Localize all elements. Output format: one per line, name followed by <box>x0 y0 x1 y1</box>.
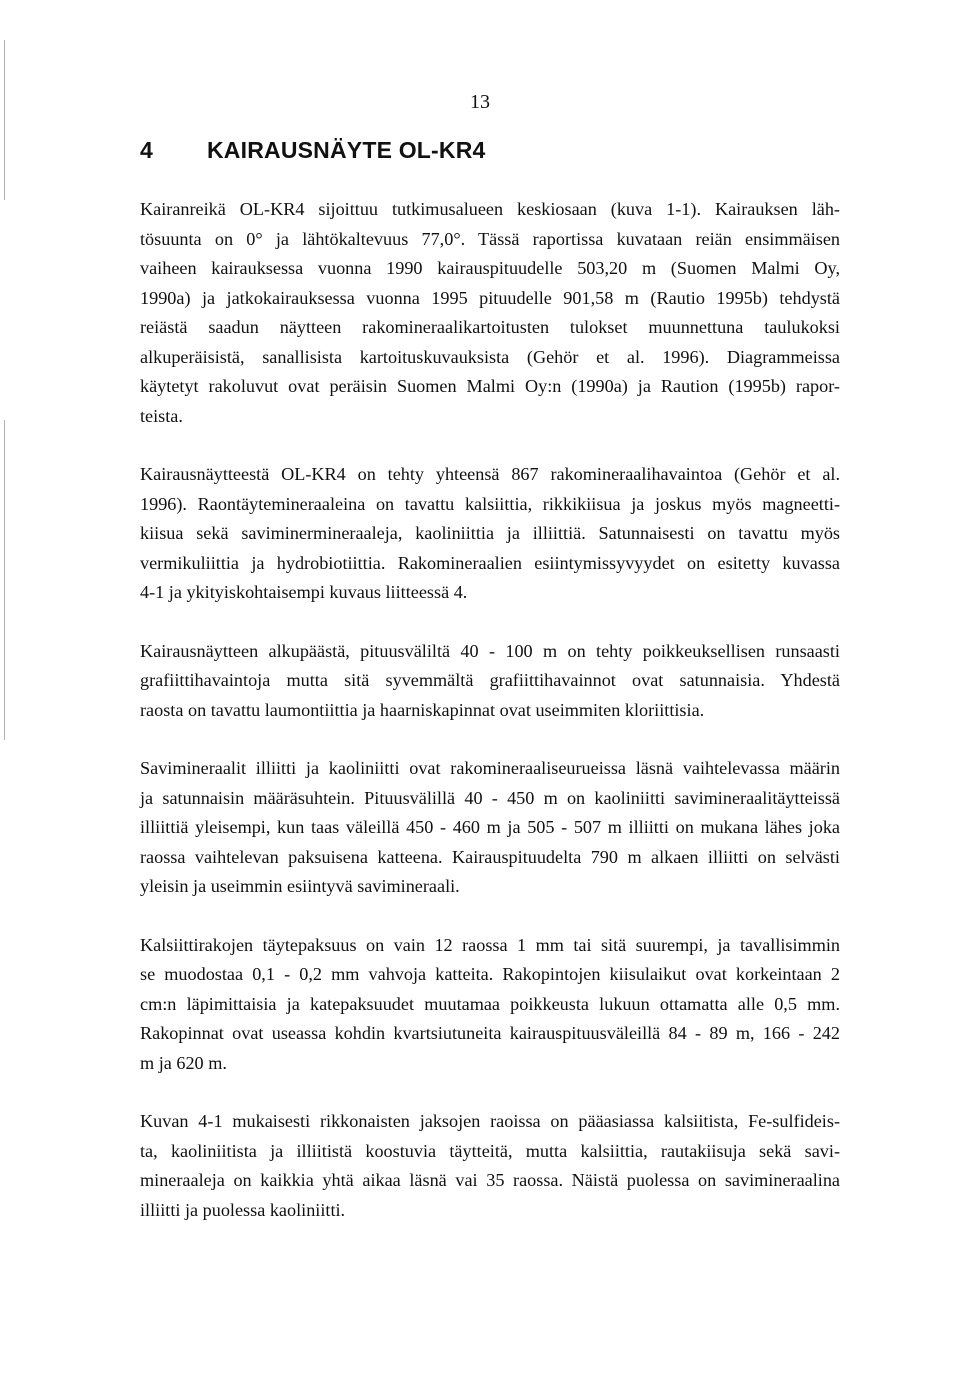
text-line: raossa vaihtelevan paksuisena katteena. Kairauspituudelta 790 m alkaen illiitti on selvästi <box>140 846 840 867</box>
text-line: Kuvan 4-1 mukaisesti rikkonaisten jaksojen raoissa on pääasiassa kalsiitista, Fe-sulfideis- <box>140 1111 840 1131</box>
text-line: ja satunnaisin määräsuhtein. Pituusvälillä 40 - 450 m on kaoliniitti savimineraalitäytteissä <box>140 787 840 808</box>
text-line: 1990a) ja jatkokairauksessa vuonna 1995 pituudelle 901,58 m (Rautio 1995b) tehdystä <box>140 287 840 308</box>
text-line: raosta on tavattu laumontiittia ja haarniskapinnat ovat useimmiten kloriittisia. <box>140 699 705 720</box>
paragraph <box>140 195 840 431</box>
paragraph <box>140 637 840 726</box>
paragraph <box>140 460 840 608</box>
text-line: teista. <box>140 405 183 426</box>
scan-margin-mark <box>4 420 5 740</box>
text-line: Rakopinnat ovat useassa kohdin kvartsiutuneita kairauspituusväleillä 84 - 89 m, 166 - 242 <box>140 1023 840 1043</box>
text-line: Kairausnäytteestä OL-KR4 on tehty yhteensä 867 rakomineraalihavaintoa (Gehör et al. <box>140 464 840 484</box>
text-line: cm:n läpimittaisia ja katepaksuudet muutamaa poikkeusta lukuun ottamatta alle 0,5 mm. <box>140 993 840 1014</box>
text-line: reiästä saadun näytteen rakomineraalikartoitusten tulokset muunnettuna taulukoksi <box>140 317 840 337</box>
paragraph <box>140 754 840 902</box>
paragraph <box>140 931 840 1079</box>
text-line: Kairausnäytteen alkupäästä, pituusväliltä 40 - 100 m on tehty poikkeuksellisen runsaasti <box>140 640 840 661</box>
page-number: 13 <box>470 91 490 113</box>
text-line: Kalsiittirakojen täytepaksuus on vain 12 raossa 1 mm tai sitä suurempi, ja tavallisimmin <box>140 934 840 955</box>
text-line: kiisua sekä saviminermineraaleja, kaoliniittia ja illiittiä. Satunnaisesti on tavattu myös <box>140 523 840 543</box>
text-line: ta, kaoliniitista ja illiitistä koostuvia täytteitä, mutta kalsiittia, rautakiisuja sekä savi- <box>140 1140 840 1161</box>
text-line: 1996). Raontäytemineraaleina on tavattu kalsiittia, rikkikiisua ja joskus myös magneetti- <box>140 493 840 514</box>
text-line: 4-1 ja ykityiskohtaisempi kuvaus liitteessä 4. <box>140 582 468 602</box>
text-line: vaiheen kairauksessa vuonna 1990 kairauspituudelle 503,20 m (Suomen Malmi Oy, <box>140 258 840 278</box>
text-line: Kairanreikä OL-KR4 sijoittuu tutkimusalueen keskiosaan (kuva 1-1). Kairauksen läh- <box>140 199 840 219</box>
text-line: illiitti ja puolessa kaoliniitti. <box>140 1199 346 1220</box>
text-line: yleisin ja useimmin esiintyvä savimineraali. <box>140 876 460 896</box>
text-line: Savimineraalit illiitti ja kaoliniitti ovat rakomineraaliseurueissa läsnä vaihtelevassa määrin <box>140 758 840 778</box>
text-line: mineraaleja on kaikkia yhtä aikaa läsnä vai 35 raossa. Näistä puolessa on savimineraalina <box>140 1170 840 1190</box>
chapter-title: KAIRAUSNÄYTE OL-KR4 <box>207 137 486 163</box>
body-text <box>140 195 840 1254</box>
text-line: käytetyt rakoluvut ovat peräisin Suomen Malmi Oy:n (1990a) ja Raution (1995b) rapor- <box>140 376 840 396</box>
paragraph <box>140 1107 840 1225</box>
text-line: vermikuliittia ja hydrobiotiittia. Rakomineraalien esiintymissyvyydet on esitetty kuvassa <box>140 552 840 573</box>
text-line: grafiittihavaintoja mutta sitä syvemmältä grafiittihavainnot ovat satunnaisia. Yhdestä <box>140 670 840 690</box>
text-line: illiittiä yleisempi, kun taas väleillä 450 - 460 m ja 505 - 507 m illiitti on mukana lähes joka <box>140 817 840 837</box>
text-line: m ja 620 m. <box>140 1052 227 1073</box>
text-line: alkuperäisistä, sanallisista kartoituskuvauksista (Gehör et al. 1996). Diagrammeissa <box>140 346 840 367</box>
chapter-heading <box>140 136 486 164</box>
text-line: tösuunta on 0° ja lähtökaltevuus 77,0°. Tässä raportissa kuvataan reiän ensimmäisen <box>140 228 840 249</box>
text-line: se muodostaa 0,1 - 0,2 mm vahvoja katteita. Rakopintojen kiisulaikut ovat korkeintaan 2 <box>140 964 840 984</box>
scan-margin-mark <box>4 40 5 200</box>
chapter-number: 4 <box>140 137 153 163</box>
